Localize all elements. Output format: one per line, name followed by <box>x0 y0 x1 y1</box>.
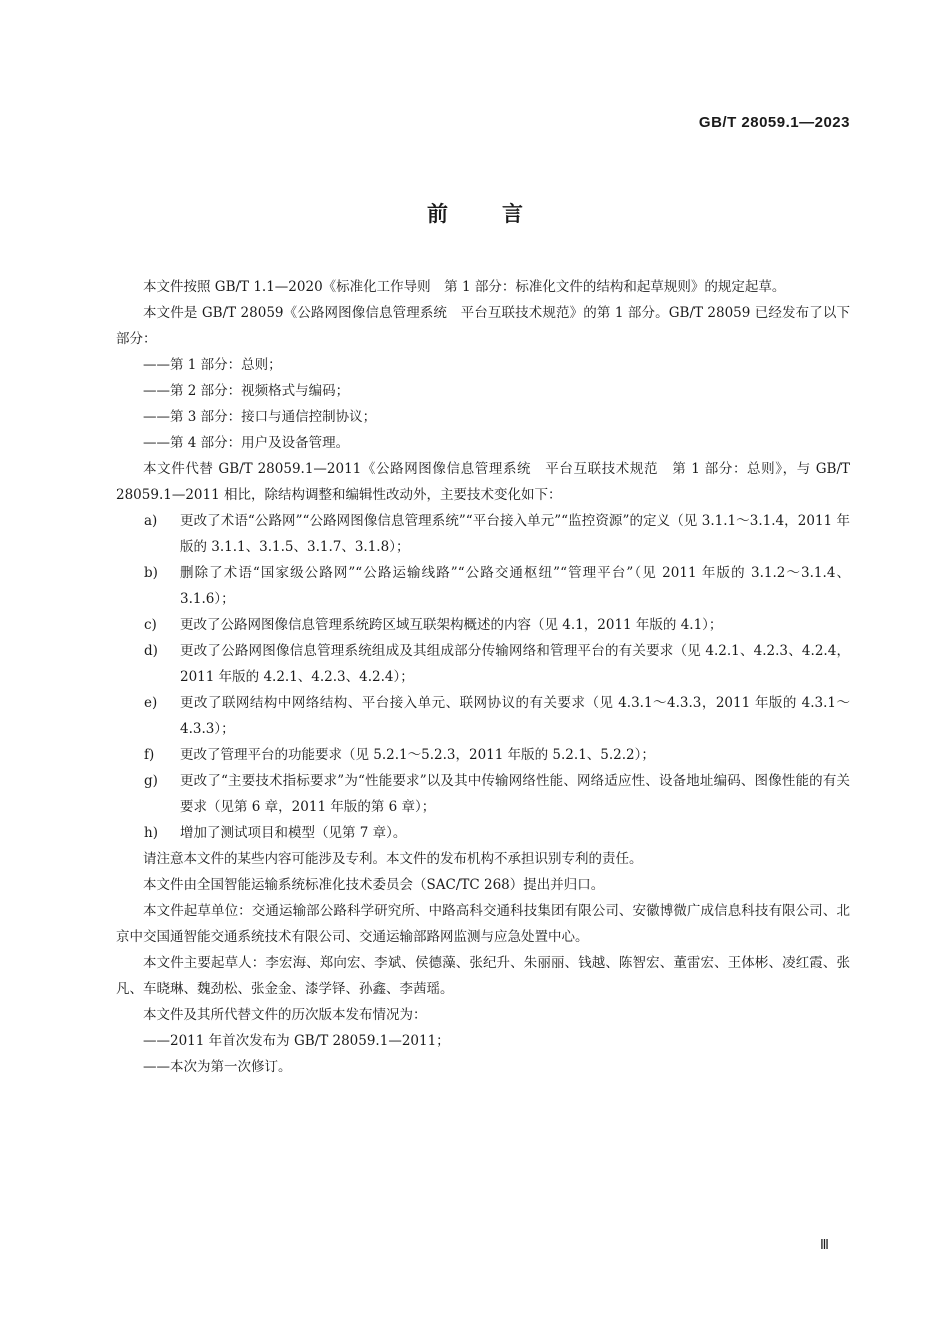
replacement-paragraph: 本文件代替 GB/T 28059.1—2011《公路网图像信息管理系统 平台互联技术规范 第 1 部分：总则》，与 GB/T 28059.1—2011 相比，除结构调整和编辑性改动外，主要技术变化如下： <box>116 461 850 503</box>
change-item <box>116 690 850 742</box>
change-item-text: 更改了“主要技术指标要求”为“性能要求”以及其中传输网络性能、网络适应性、设备地址编码、图像性能的有关要求（见第 6 章，2011 年版的第 6 章）； <box>180 773 850 815</box>
change-item-text: 更改了公路网图像信息管理系统跨区域互联架构概述的内容（见 4.1，2011 年版的 4.1）； <box>180 617 723 633</box>
page-number: Ⅲ <box>820 1238 829 1253</box>
change-item-text: 删除了术语“国家级公路网”“公路运输线路”“公路交通枢纽”“管理平台”（见 2011 年版的 3.1.2～3.1.4、3.1.6）； <box>180 565 850 607</box>
change-item <box>116 638 850 690</box>
change-item-text: 更改了公路网图像信息管理系统组成及其组成部分传输网络和管理平台的有关要求（见 4.2.1、4.2.3、4.2.4，2011 年版的 4.2.1、4.2.3、4.2.4）； <box>180 643 850 685</box>
change-item <box>116 742 850 768</box>
change-item <box>116 560 850 612</box>
change-item-text: 更改了联网结构中网络结构、平台接入单元、联网协议的有关要求（见 4.3.1～4.3.3，2011 年版的 4.3.1～4.3.3）； <box>180 695 850 737</box>
change-item <box>116 508 850 560</box>
change-item-label: h) <box>144 825 158 841</box>
drafters: 本文件主要起草人：李宏海、郑向宏、李斌、侯德藻、张纪升、朱丽丽、钱越、陈智宏、董雷宏、王体彬、凌红霞、张凡、车晓琳、魏劲松、张金金、漆学铎、孙鑫、李茜瑶。 <box>116 955 850 997</box>
change-item-label: e) <box>144 695 158 711</box>
intro-paragraph: 本文件是 GB/T 28059《公路网图像信息管理系统 平台互联技术规范》的第 1 部分。GB/T 28059 已经发布了以下部分： <box>116 305 850 347</box>
change-item-label: c) <box>144 617 157 633</box>
part-list-item: ——第 3 部分：接口与通信控制协议； <box>143 409 377 425</box>
change-item <box>116 612 850 638</box>
change-item-label: g) <box>144 773 158 789</box>
patent-notice: 请注意本文件的某些内容可能涉及专利。本文件的发布机构不承担识别专利的责任。 <box>143 851 643 867</box>
document-code: GB/T 28059.1—2023 <box>698 114 850 131</box>
part-list-item: ——第 2 部分：视频格式与编码； <box>143 383 350 399</box>
page-title: 前言 <box>427 202 577 226</box>
change-item-label: b) <box>144 565 158 581</box>
change-item-text: 更改了管理平台的功能要求（见 5.2.1～5.2.3，2011 年版的 5.2.1、5.2.2）； <box>180 747 655 763</box>
change-item <box>116 768 850 820</box>
part-list-item: ——第 1 部分：总则； <box>143 357 282 373</box>
part-list-item: ——第 4 部分：用户及设备管理。 <box>143 435 350 451</box>
history-item: ——2011 年首次发布为 GB/T 28059.1—2011； <box>143 1033 450 1049</box>
document-body <box>116 274 850 1080</box>
change-item-text: 增加了测试项目和模型（见第 7 章）。 <box>180 825 407 841</box>
change-item <box>116 820 850 846</box>
change-item-label: d) <box>144 643 158 659</box>
drafting-units: 本文件起草单位：交通运输部公路科学研究所、中路高科交通科技集团有限公司、安徽博微广成信息科技有限公司、北京中交国通智能交通系统技术有限公司、交通运输部路网监测与应急处置中心。 <box>116 903 850 945</box>
history-item: ——本次为第一次修订。 <box>143 1059 292 1075</box>
intro-paragraph: 本文件按照 GB/T 1.1—2020《标准化工作导则 第 1 部分：标准化文件的结构和起草规则》的规定起草。 <box>143 279 786 295</box>
proposer-statement: 本文件由全国智能运输系统标准化技术委员会（SAC/TC 268）提出并归口。 <box>143 877 605 893</box>
change-item-label: f) <box>144 747 155 763</box>
change-item-text: 更改了术语“公路网”“公路网图像信息管理系统”“平台接入单元”“监控资源”的定义（见 3.1.1～3.1.4，2011 年版的 3.1.1、3.1.5、3.1.7、3.1.8）； <box>180 513 850 555</box>
history-intro: 本文件及其所代替文件的历次版本发布情况为： <box>143 1007 427 1023</box>
change-item-label: a) <box>144 513 158 529</box>
